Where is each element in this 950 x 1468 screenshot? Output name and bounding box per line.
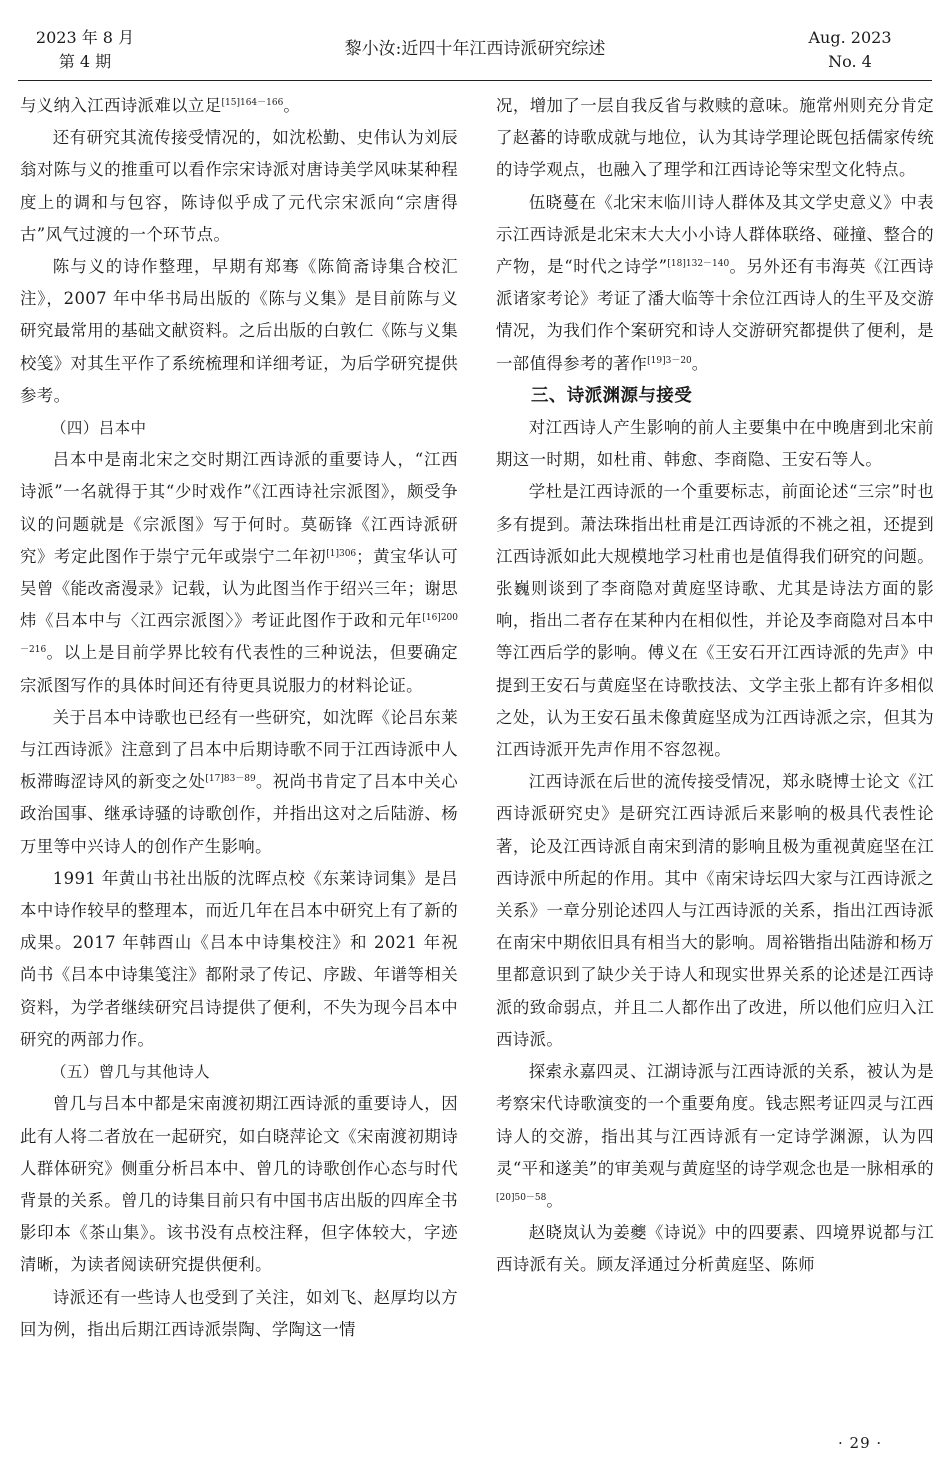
citation: [20]50－58 (496, 1192, 547, 1203)
citation: [17]83－89 (205, 774, 256, 785)
right-column (496, 90, 934, 1282)
paragraph: 学杜是江西诗派的一个重要标志，前面论述“三宗”时也多有提到。萧法珠指出杜甫是江西诗派的不祧之祖，还提到江西诗派如此大规模地学习杜甫也是值得我们研究的问题。张巍则谈到了李商隐对黄庭坚诗歌、尤其是诗法方面的影响，指出二者存在某种内在相似性，并论及李商隐对吕本中等江西后学的影响。傅义在《王安石开江西诗派的先声》中提到王安石与黄庭坚在诗歌技法、文学主张上都有许多相似之处，认为王安石虽未像黄庭坚成为江西诗派之宗，但其为江西诗派开先声作用不容忽视。 (496, 482, 934, 760)
paragraph: 况，增加了一层自我反省与救赎的意味。施常州则充分肯定了赵蕃的诗歌成就与地位，认为其诗学理论既包括儒家传统的诗学观点，也融入了理学和江西诗论等宋型文化特点。 (496, 96, 934, 180)
citation: [19]3－20 (647, 355, 692, 366)
header-issue-en: No. 4 (828, 52, 872, 71)
paragraph: 陈与义的诗作整理，早期有郑骞《陈简斋诗集合校汇注》，2007 年中华书局出版的《陈与义集》是目前陈与义研究最常用的基础文献资料。之后出版的白敦仁《陈与义集校笺》对其生平作了系统梳理和详细考证，为后学研究提供参考。 (20, 257, 458, 405)
running-title: 黎小汝:近四十年江西诗派研究综述 (344, 39, 606, 59)
subsection-heading: （四）吕本中 (51, 419, 147, 438)
section-heading: 三、诗派渊源与接受 (531, 385, 693, 406)
header-rule (18, 80, 932, 81)
paragraph: 赵晓岚认为姜夔《诗说》中的四要素、四境界说都与江西诗派有关。顾友泽通过分析黄庭坚、陈师 (496, 1223, 934, 1275)
paragraph: 探索永嘉四灵、江湖诗派与江西诗派的关系，被认为是考察宋代诗歌演变的一个重要角度。钱志熙考证四灵与江西诗人的交游，指出其与江西诗派有一定诗学渊源，认为四灵“平和遂美”的审美观与黄庭坚的诗学观念也是一脉相承的$^{[20]50-58}$。 (496, 1062, 934, 1210)
citation: [15]164－166 (221, 98, 284, 108)
subsection-heading: （五）曾几与其他诗人 (51, 1063, 211, 1082)
paragraph: 还有研究其流传接受情况的，如沈松勤、史伟认为刘辰翁对陈与义的推重可以看作宗宋诗派对唐诗美学风味某种程度上的调和与包容，陈诗似乎成了元代宗宋派向“宗唐得古”风气过渡的一个环节点。 (20, 128, 458, 244)
paragraph: 曾几与吕本中都是宋南渡初期江西诗派的重要诗人，因此有人将二者放在一起研究，如白晓萍论文《宋南渡初期诗人群体研究》侧重分析吕本中、曾几的诗歌创作心态与时代背景的关系。曾几的诗集目前只有中国书店出版的四库全书影印本《茶山集》。该书没有点校注释，但字体较大，字迹清晰，为读者阅读研究提供便利。 (20, 1094, 458, 1275)
page-number: · 29 · (838, 1434, 883, 1452)
paragraph: 与义纳入江西诗派难以立足$^{[15]164-166}$。 (20, 96, 301, 115)
paragraph: 江西诗派在后世的流传接受情况，郑永晓博士论文《江西诗派研究史》是研究江西诗派后来影响的极具代表性论著，论及江西诗派自南宋到清的影响且极为重视黄庭坚在江西诗派中所起的作用。其中《南宋诗坛四大家与江西诗派之关系》一章分别论述四人与江西诗派的关系，指出江西诗派在南宋中期依旧具有相当大的影响。周裕锴指出陆游和杨万里都意识到了缺少关于诗人和现实世界关系的论述是江西诗派的致命弱点，并且二人都作出了改进，所以他们应归入江西诗派。 (496, 772, 934, 1049)
paragraph: 伍晓蔓在《北宋末临川诗人群体及其文学史意义》中表示江西诗派是北宋末大大小小诗人群体联络、碰撞、整合的产物，是“时代之诗学”$^{[18]132-140}$。另外还有韦海英《江西诗派诸家考论》考证了潘大临等十余位江西诗人的生平及交游情况，为我们作个案研究和诗人交游研究都提供了便利，是一部值得参考的著作$^{[19]3-20}$。 (496, 192, 934, 373)
paragraph: 对江西诗人产生影响的前人主要集中在中晚唐到北宋前期这一时期，如杜甫、韩愈、李商隐、王安石等人。 (496, 418, 934, 470)
header-date-en (790, 26, 910, 74)
paragraph: 吕本中是南北宋之交时期江西诗派的重要诗人，“江西诗派”一名就得于其“少时戏作”《江西诗社宗派图》，颇受争议的问题就是《宗派图》写于何时。莫砺锋《江西诗派研究》考定此图作于崇宁元年或崇宁二年初$^{[1]306}$；黄宝华认可吴曾《能改斋漫录》记载，认为此图当作于绍兴三年；谢思炜《吕本中与〈江西宗派图〉》考证此图作于政和元年$^{[16]200-216}$。以上是目前学界比较有代表性的三种说法，但要确定宗派图写作的具体时间还有待更具说服力的材料论证。 (20, 450, 459, 695)
paragraph: 1991 年黄山书社出版的沈晖点校《东莱诗词集》是吕本中诗作较早的整理本，而近几年在吕本中研究上有了新的成果。2017 年韩酉山《吕本中诗集校注》和 2021 年祝尚书《吕本中诗集笺注》都附录了传记、序跋、年谱等相关资料，为学者继续研究吕诗提供了便利，不失为现今吕本中研究的两部力作。 (20, 868, 458, 1049)
citation: [16]200－216 (20, 613, 458, 656)
header-year: 2023 年 8 月 (35, 28, 135, 47)
paragraph: 关于吕本中诗歌也已经有一些研究，如沈晖《论吕东莱与江西诗派》注意到了吕本中后期诗歌不同于江西诗派中人板滞晦涩诗风的新变之处$^{[17]83-89}$。祝尚书肯定了吕本中关心政治国事、继承诗骚的诗歌创作，并指出这对之后陆游、杨万里等中兴诗人的创作产生影响。 (20, 707, 458, 856)
paragraph: 诗派还有一些诗人也受到了关注，如刘飞、赵厚均以方回为例，指出后期江西诗派崇陶、学陶这一情 (20, 1287, 458, 1339)
left-column (20, 90, 458, 1346)
header-issue: 第 4 期 (58, 52, 112, 71)
citation: [1]306 (326, 548, 357, 559)
header-month-en: Aug. 2023 (808, 28, 892, 47)
citation: [18]132－140 (667, 259, 730, 270)
